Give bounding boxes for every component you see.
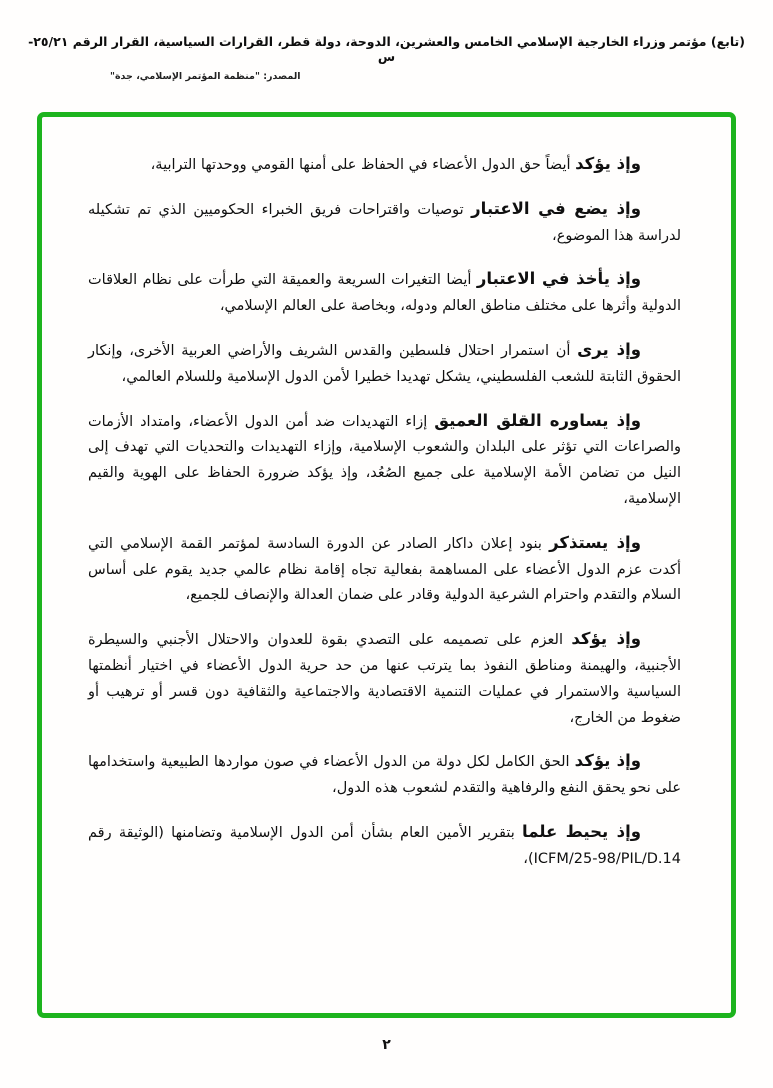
paragraph-lead: وإذ يساوره القلق العميق: [434, 410, 641, 430]
header-source-label: المصدر:: [263, 71, 301, 82]
paragraph-text: أيضاً حق الدول الأعضاء في الحفاظ على أمنها القومي ووحدتها الترابية،: [150, 157, 571, 173]
paragraph-lead: وإذ يؤكد: [575, 154, 641, 173]
paragraph-text: أن استمرار احتلال فلسطين والقدس الشريف والأراضي العربية الأخرى، وإنكار الحقوق الثابتة للشعب الفلسطيني، يشكل تهديدا خطيرا لأمن الدول الإسلامية وللسلام العالمي،: [88, 342, 681, 385]
paragraph-lead: وإذ يأخذ في الاعتبار: [476, 269, 641, 289]
page-number: ٢: [382, 1037, 391, 1053]
document-paragraph: [88, 335, 681, 391]
paragraph-lead: وإذ يؤكد: [571, 629, 642, 649]
document-paragraph: [88, 406, 681, 513]
paragraph-text: الحق الكامل لكل دولة من الدول الأعضاء في صون مواردها الطبيعية واستخدامها على نحو يحقق النفع والرفاهية والتقدم لشعوب هذه الدول،: [88, 754, 681, 797]
document-paragraph: [88, 817, 681, 873]
paragraph-text: أيضا التغيرات السريعة والعميقة التي طرأت على نظام العلاقات الدولية وأثرها على مختلف مناطق العالم ودوله، وبخاصة على العالم الإسلامي،: [88, 272, 681, 315]
content-frame: [37, 112, 736, 1018]
document-paragraph: [88, 624, 681, 731]
header-title: (تابع) مؤتمر وزراء الخارجية الإسلامي الخامس والعشرين، الدوحة، دولة قطر، القرارات السياسية، القرار الرقم ٢٥/٢١-س: [28, 34, 745, 64]
paragraph-text: إزاء التهديدات ضد أمن الدول الأعضاء، وامتداد الأزمات والصراعات التي تؤثر على البلدان والشعوب الإسلامية، وإزاء التهديدات والتحديات التي تهدف إلى النيل من تضامن الأمة الإسلامية على جميع الصُعُد، وإذ يؤكد ضرورة الحفاظ على الهوية والقيم الإسلامية،: [88, 413, 681, 507]
paragraph-text: بتقرير الأمين العام بشأن أمن الدول الإسلامية وتضامنها (الوثيقة رقم ICFM/25-98/PIL/D.14)،: [88, 824, 681, 867]
document-paragraph: [88, 149, 681, 179]
paragraph-text: بنود إعلان داكار الصادر عن الدورة السادسة لمؤتمر القمة الإسلامي التي أكدت عزم الدول الأعضاء على المساهمة بفعالية تجاه إقامة نظام عالمي جديد يقوم على أساس السلام والتقدم واحترام الشرعية الدولية وقادر على ضمان العدالة والإنصاف للجميع،: [88, 535, 681, 604]
paragraph-lead: وإذ يرى: [577, 339, 642, 359]
document-header: [0, 0, 773, 82]
paragraph-lead: وإذ يستذكر: [549, 532, 641, 552]
document-paragraph: [88, 528, 681, 609]
paragraph-lead: وإذ يضع في الاعتبار: [471, 198, 641, 218]
document-paragraph: [88, 194, 681, 250]
paragraph-text: توصيات واقتراحات فريق الخبراء الحكوميين الذي تم تشكيله لدراسة هذا الموضوع،: [88, 201, 681, 244]
document-paragraph: [88, 746, 681, 802]
paragraph-lead: وإذ يؤكد: [574, 751, 641, 771]
header-source: [0, 71, 773, 82]
paragraph-lead: وإذ يحيط علما: [522, 821, 641, 841]
header-source-value: "منظمة المؤتمر الإسلامي، جدة": [110, 71, 260, 82]
document-footer: [0, 1034, 773, 1053]
document-paragraph: [88, 264, 681, 320]
paragraph-text: العزم على تصميمه على التصدي بقوة للعدوان والاحتلال الأجنبي والسيطرة الأجنبية، والهيمنة ومناطق النفوذ بما يترتب عنها من حد حرية الدول الأعضاء في اختيار أنظمتها السياسية والاستمرار في عمليات التنمية الاقتصادية والاجتماعية والثقافية دون قسر أو ترهيب أو ضغوط من الخارج،: [88, 632, 681, 726]
